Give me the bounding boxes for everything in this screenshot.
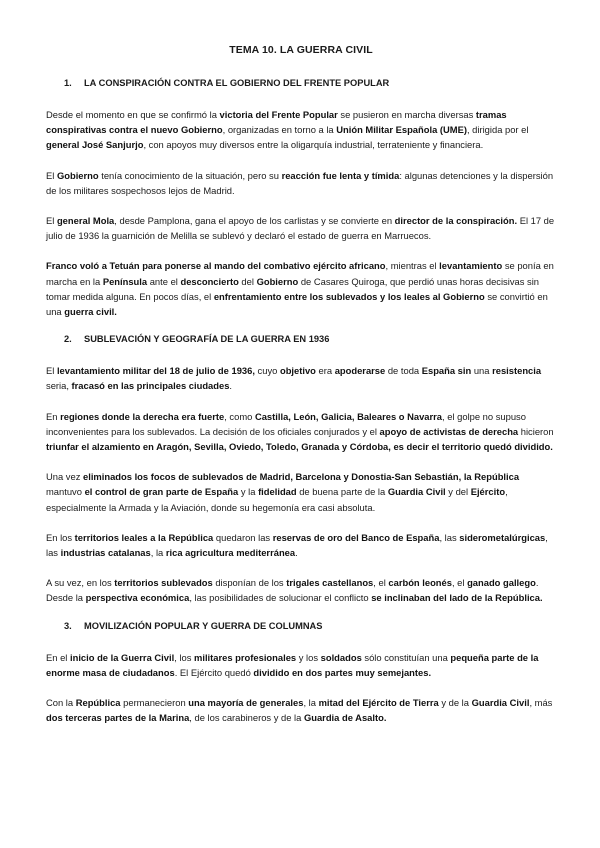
text-run: sólo constituían una bbox=[361, 651, 451, 663]
text-run: , más bbox=[529, 697, 553, 709]
text-run: y de la bbox=[438, 697, 472, 709]
text-run: El bbox=[46, 215, 57, 227]
text-run: y del bbox=[445, 486, 471, 498]
text-run: cuyo bbox=[254, 365, 280, 377]
text-run: , de los carabineros y de la bbox=[189, 712, 304, 724]
bold-text-run: fidelidad bbox=[258, 486, 297, 498]
text-run: . El Ejército quedó bbox=[174, 666, 254, 678]
bold-text-run: mitad del Ejército de Tierra bbox=[318, 697, 439, 709]
bold-text-run: dos terceras partes de la Marina bbox=[46, 712, 190, 724]
bold-text-run: Guardia Civil bbox=[387, 486, 446, 498]
text-run: se convirtió en una bbox=[46, 290, 548, 318]
bold-text-run: eliminados los focos de sublevados de Madrid, Barcelona y Donostia-San Sebastián, la República bbox=[83, 471, 520, 483]
text-run: , el bbox=[373, 577, 389, 589]
text-run: una bbox=[471, 365, 493, 377]
bold-text-run: Unión Militar Española (UME) bbox=[336, 124, 467, 136]
bold-text-run: objetivo bbox=[279, 365, 316, 377]
text-run: , el golpe no supuso inconvenientes para los sublevados. La decisión de los oficiales conjurados y el bbox=[46, 410, 526, 437]
paragraph bbox=[46, 409, 556, 455]
section-number: 1. bbox=[64, 78, 72, 88]
text-run: y los bbox=[296, 651, 321, 663]
bold-text-run: una mayoría de generales bbox=[188, 697, 304, 709]
text-run: hicieron bbox=[518, 425, 554, 437]
paragraph bbox=[46, 168, 556, 198]
bold-text-run: general José Sanjurjo bbox=[46, 139, 144, 151]
text-run: Con la bbox=[46, 697, 76, 709]
bold-text-run: tramas conspirativas contra el nuevo Gobierno bbox=[46, 109, 507, 136]
bold-text-run: enfrentamiento entre los sublevados y los leales al Gobierno bbox=[213, 290, 485, 302]
text-run: disponían de los bbox=[212, 577, 287, 589]
bold-text-run: Ejército bbox=[470, 486, 506, 498]
text-run: A su vez, en los bbox=[46, 577, 115, 589]
text-run: . bbox=[295, 547, 298, 559]
bold-text-run: desconcierto bbox=[180, 275, 239, 287]
text-run: permanecieron bbox=[120, 697, 189, 709]
bold-text-run: Castilla, León, Galicia, Baleares o Navarra bbox=[254, 410, 443, 422]
section-heading-text: MOVILIZACIÓN POPULAR Y GUERRA DE COLUMNAS bbox=[84, 620, 323, 631]
text-run: El bbox=[46, 169, 57, 181]
bold-text-run: República bbox=[75, 697, 121, 709]
bold-text-run: Franco voló a Tetuán para ponerse al mando del combativo ejército africano bbox=[46, 260, 386, 272]
text-run: seria, bbox=[46, 380, 72, 392]
text-run: , mientras el bbox=[385, 260, 440, 272]
section-heading-3 bbox=[46, 621, 556, 631]
bold-text-run: Guardia Civil bbox=[471, 697, 530, 709]
paragraph bbox=[46, 213, 556, 243]
text-run: En bbox=[46, 410, 61, 422]
text-run: , las bbox=[46, 531, 548, 559]
text-run: ante el bbox=[147, 275, 181, 287]
bold-text-run: industrias catalanas bbox=[60, 547, 151, 559]
bold-text-run: se inclinaban del lado de la República. bbox=[371, 592, 543, 604]
bold-text-run: Gobierno bbox=[256, 275, 299, 287]
paragraph bbox=[46, 107, 556, 153]
section-number: 3. bbox=[64, 620, 72, 631]
text-run: de toda bbox=[385, 365, 422, 377]
bold-text-run: apoderarse bbox=[334, 365, 386, 377]
bold-text-run: territorios leales a la República bbox=[74, 531, 214, 543]
text-run: se pusieron en marcha diversas bbox=[337, 109, 476, 120]
bold-text-run: levantamiento bbox=[439, 260, 503, 272]
bold-text-run: fracasó en las principales ciudades bbox=[71, 380, 230, 392]
text-run: de Casares Quiroga, que perdió unas horas decisivas sin tomar medida alguna. En pocos días, el bbox=[46, 275, 539, 302]
bold-text-run: resistencia bbox=[492, 365, 542, 377]
text-run: El 17 de julio de 1936 la guarnición de Melilla se sublevó y declaró el estado de guerra en Marruecos. bbox=[46, 215, 555, 242]
section-heading-text: SUBLEVACIÓN Y GEOGRAFÍA DE LA GUERRA EN 1936 bbox=[84, 334, 330, 345]
paragraph bbox=[46, 650, 556, 680]
bold-text-run: levantamiento militar del 18 de julio de 1936, bbox=[56, 365, 255, 377]
bold-text-run: trigales castellanos bbox=[286, 577, 374, 589]
bold-text-run: reservas de oro del Banco de España bbox=[272, 531, 440, 543]
text-run: Desde el momento en que se confirmó la bbox=[46, 109, 220, 120]
text-run: , como bbox=[224, 410, 255, 422]
bold-text-run: general Mola bbox=[56, 215, 115, 227]
text-run: quedaron las bbox=[213, 531, 273, 543]
text-run: era bbox=[315, 365, 335, 377]
bold-text-run: perspectiva económica bbox=[85, 592, 190, 604]
text-run: , la bbox=[150, 547, 166, 559]
bold-text-run: soldados bbox=[320, 651, 362, 663]
paragraph bbox=[46, 363, 556, 393]
bold-text-run: pequeña parte de la enorme masa de ciudadanos bbox=[46, 651, 539, 678]
section-heading-2 bbox=[46, 334, 556, 344]
text-run: , especialmente la Armada y la Aviación, donde su hegemonía era casi absoluta. bbox=[46, 486, 508, 513]
bold-text-run: triunfar el alzamiento en Aragón, Sevilla, Oviedo, Toledo, Granada y Córdoba, es decir el territorio quedó dividido. bbox=[46, 441, 553, 453]
text-run: En el bbox=[46, 651, 70, 663]
bold-text-run: regiones donde la derecha era fuerte bbox=[60, 410, 225, 422]
text-run: del bbox=[238, 275, 257, 287]
text-run: , los bbox=[174, 651, 194, 663]
text-run: , las bbox=[439, 531, 460, 543]
text-run: . bbox=[229, 380, 233, 392]
text-run: , dirigida por el bbox=[466, 124, 529, 136]
text-run: En los bbox=[46, 531, 75, 543]
text-run: de buena parte de la bbox=[296, 486, 388, 498]
section-number: 2. bbox=[64, 334, 72, 345]
bold-text-run: España sin bbox=[421, 365, 472, 377]
text-run: , las posibilidades de solucionar el conflicto bbox=[189, 592, 372, 604]
bold-text-run: director de la conspiración. bbox=[394, 215, 518, 227]
section-heading-text: LA CONSPIRACIÓN CONTRA EL GOBIERNO DEL FRENTE POPULAR bbox=[84, 78, 390, 88]
text-run: Una vez bbox=[46, 471, 83, 483]
text-run: mantuvo bbox=[46, 486, 85, 498]
text-run: tenía conocimiento de la situación, pero su bbox=[98, 169, 282, 181]
bold-text-run: militares profesionales bbox=[194, 651, 297, 663]
paragraph bbox=[46, 530, 556, 560]
bold-text-run: Península bbox=[102, 275, 148, 287]
paragraph bbox=[46, 258, 556, 319]
text-run: : algunas detenciones y la dispersión de los militares sospechosos lejos de Madrid. bbox=[46, 169, 554, 196]
bold-text-run: reacción fue lenta y tímida bbox=[281, 169, 400, 181]
text-run: , con apoyos muy diversos entre la oligarquía industrial, terrateniente y financiera. bbox=[143, 139, 484, 151]
bold-text-run: dividido en dos partes muy semejantes. bbox=[253, 666, 432, 678]
paragraph bbox=[46, 575, 556, 605]
sections-container bbox=[46, 78, 556, 725]
document-title: TEMA 10. LA GUERRA CIVIL bbox=[229, 44, 373, 56]
bold-text-run: Guardia de Asalto. bbox=[303, 712, 387, 724]
bold-text-run: rica agricultura mediterránea bbox=[165, 547, 296, 559]
bold-text-run: victoria del Frente Popular bbox=[219, 109, 338, 120]
bold-text-run: siderometalúrgicas bbox=[459, 531, 546, 543]
bold-text-run: Gobierno bbox=[56, 169, 99, 181]
bold-text-run: territorios sublevados bbox=[114, 577, 213, 589]
bold-text-run: apoyo de activistas de derecha bbox=[379, 425, 519, 437]
bold-text-run: guerra civil. bbox=[64, 306, 117, 318]
text-run: , el bbox=[451, 577, 468, 589]
paragraph bbox=[46, 695, 556, 725]
text-run: . Desde la bbox=[46, 577, 539, 604]
text-run: El bbox=[46, 365, 57, 377]
section-heading-1 bbox=[46, 78, 556, 88]
paragraph bbox=[46, 469, 556, 515]
bold-text-run: inicio de la Guerra Civil bbox=[69, 651, 175, 663]
text-run: se ponía en marcha en la bbox=[46, 260, 554, 287]
text-run: , organizadas en torno a la bbox=[222, 124, 337, 136]
text-run: , la bbox=[303, 697, 319, 709]
text-run: , desde Pamplona, gana el apoyo de los carlistas y se convierte en bbox=[114, 215, 395, 227]
bold-text-run: el control de gran parte de España bbox=[84, 486, 239, 498]
bold-text-run: ganado gallego bbox=[467, 577, 536, 589]
bold-text-run: carbón leonés bbox=[388, 577, 452, 589]
text-run: y la bbox=[238, 486, 259, 498]
